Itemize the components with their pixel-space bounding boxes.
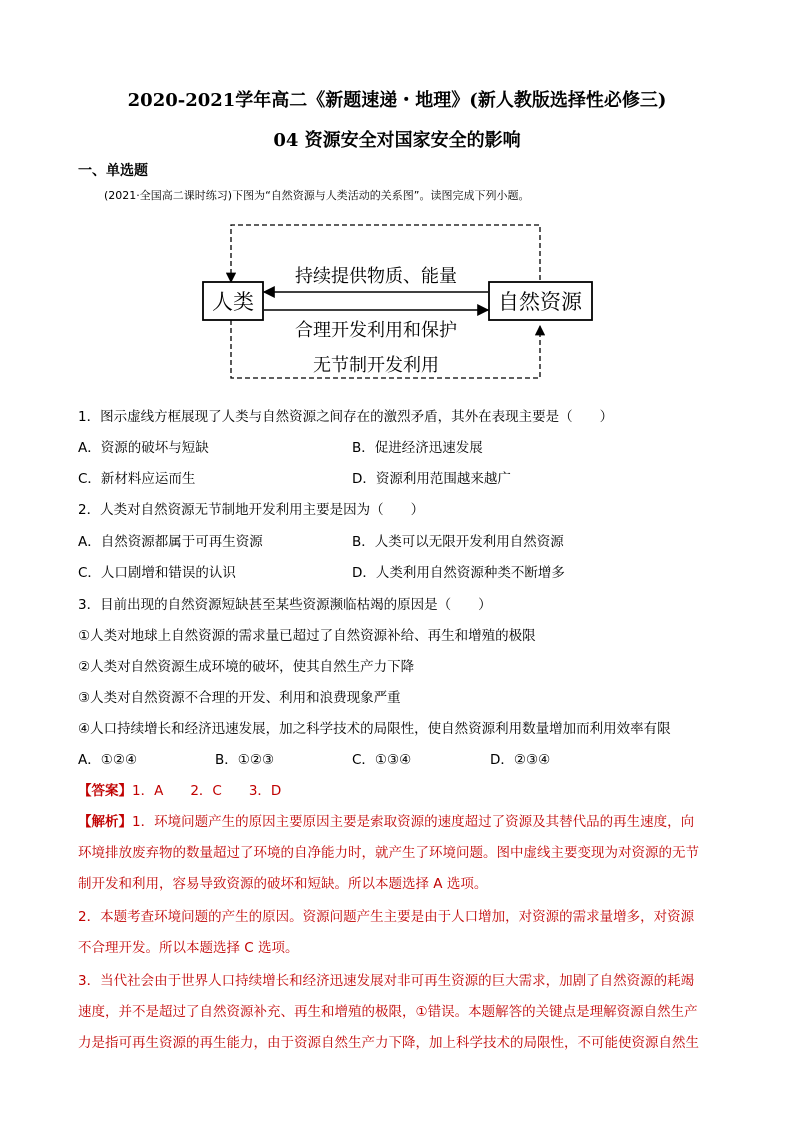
humans-label: 人类 xyxy=(212,290,254,314)
question-3-statement-2: ②人类对自然资源生成环境的破坏，使其自然生产力下降 xyxy=(78,659,415,675)
analysis-line-6: 3．当代社会由于世界人口持续增长和经济迅速发展对非可再生资源的巨大需求，加剧了自然资源的耗竭 xyxy=(78,973,695,989)
question-2-stem: 2．人类对自然资源无节制地开发利用主要是因为（ ） xyxy=(78,502,425,518)
answer-text: 1．A 2．C 3．D xyxy=(132,783,282,799)
question-3-statement-4: ④人口持续增长和经济迅速发展，加之科学技术的局限性，使自然资源利用数量增加而利用效率有限 xyxy=(78,721,671,737)
answer-tag: 【答案】 xyxy=(78,783,132,799)
question-3-statement-3: ③人类对自然资源不合理的开发、利用和浪费现象严重 xyxy=(78,690,401,706)
question-1-option-b: B．促进经济迅速发展 xyxy=(352,440,483,456)
question-3-option-d: D．②③④ xyxy=(490,752,551,768)
analysis-line-1 xyxy=(78,810,694,830)
question-3-option-c: C．①③④ xyxy=(352,752,412,768)
question-1-stem: 1．图示虚线方框展现了人类与自然资源之间存在的激烈矛盾，其外在表现主要是（ ） xyxy=(78,409,614,425)
question-2-option-a: A．自然资源都属于可再生资源 xyxy=(78,534,263,550)
analysis-text-1: 1．环境问题产生的原因主要原因主要是索取资源的速度超过了资源及其替代品的再生速度，向 xyxy=(132,814,695,830)
document-subtitle: 04 资源安全对国家安全的影响 xyxy=(273,130,521,151)
question-2-option-b: B．人类可以无限开发利用自然资源 xyxy=(352,534,564,550)
unrestrained-use-label: 无节制开发利用 xyxy=(313,355,439,376)
supply-label: 持续提供物质、能量 xyxy=(295,266,457,287)
analysis-line-2: 环境排放废弃物的数量超过了环境的自净能力时，就产生了环境问题。图中虚线主要变现为对资源的无节 xyxy=(78,845,699,861)
question-3-statement-1: ①人类对地球上自然资源的需求量已超过了自然资源补给、再生和增殖的极限 xyxy=(78,628,536,644)
question-3-option-b: B．①②③ xyxy=(215,752,275,768)
question-3-option-a: A．①②④ xyxy=(78,752,138,768)
rational-use-label: 合理开发利用和保护 xyxy=(295,320,457,341)
analysis-line-8: 力是指可再生资源的再生能力，由于资源自然生产力下降，加上科学技术的局限性，不可能使资源自然生 xyxy=(78,1035,699,1051)
analysis-line-4: 2．本题考查环境问题的产生的原因。资源问题产生主要是由于人口增加，对资源的需求量增多，对资源 xyxy=(78,909,695,925)
question-1-option-c: C．新材料应运而生 xyxy=(78,471,196,487)
question-intro: (2021·全国高二课时练习)下图为“自然资源与人类活动的关系图”。读图完成下列小题。 xyxy=(104,189,530,202)
resource-relationship-diagram xyxy=(200,222,596,384)
analysis-tag: 【解析】 xyxy=(78,814,132,830)
section-heading: 一、单选题 xyxy=(78,163,148,179)
question-1-option-d: D．资源利用范围越来越广 xyxy=(352,471,511,487)
natural-resources-label: 自然资源 xyxy=(498,290,582,314)
document-title: 2020-2021学年高二《新题速递・地理》(新人教版选择性必修三) xyxy=(127,90,667,111)
question-1-option-a: A．资源的破坏与短缺 xyxy=(78,440,209,456)
question-2-option-d: D．人类利用自然资源种类不断增多 xyxy=(352,565,565,581)
analysis-line-7: 速度，并不是超过了自然资源补充、再生和增殖的极限，①错误。本题解答的关键点是理解资源自然生产 xyxy=(78,1004,698,1020)
analysis-line-5: 不合理开发。所以本题选择 C 选项。 xyxy=(78,940,299,956)
question-2-option-c: C．人口剧增和错误的认识 xyxy=(78,565,236,581)
analysis-line-3: 制开发和利用，容易导致资源的破坏和短缺。所以本题选择 A 选项。 xyxy=(78,876,488,892)
question-3-stem: 3．目前出现的自然资源短缺甚至某些资源濒临枯竭的原因是（ ） xyxy=(78,597,492,613)
answer-block xyxy=(78,779,281,799)
